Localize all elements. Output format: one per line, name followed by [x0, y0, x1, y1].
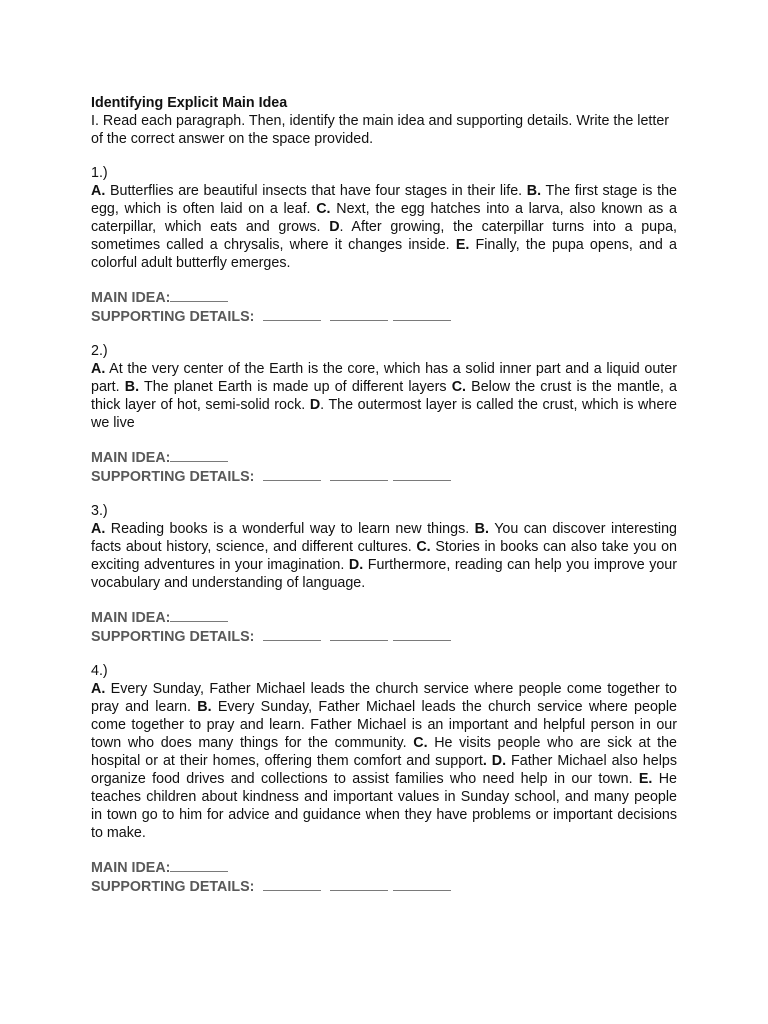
answer-block — [91, 288, 677, 326]
sentence-letter: D. — [348, 557, 364, 573]
sentence-text: Furthermore, reading can help you improve your vocabulary and understanding of language. — [91, 557, 678, 591]
supporting-details-line — [91, 627, 677, 646]
exercise-number: 4.) — [91, 663, 108, 679]
sentence-letter: B. — [124, 379, 140, 395]
supporting-details-label: SUPPORTING DETAILS: — [91, 879, 259, 895]
sentence-letter: E. — [455, 237, 470, 253]
sentence-text: He teaches children about kindness and important values in Sunday school, and many people in town go to him for advice and guidance when they have problems or important decisions to make. — [91, 771, 677, 841]
exercise-paragraph — [91, 360, 677, 432]
sentence-text: The planet Earth is made up of different layers — [139, 379, 452, 395]
instructions: I. Read each paragraph. Then, identify the main idea and supporting details. Write the letter of the correct answer on the space provided. — [91, 113, 670, 147]
sentence-text: Next, the egg hatches into a larva, also known as a caterpillar, which eats and grows. — [91, 201, 677, 235]
sentence-text: He visits people who are sick at the hospital or at their homes, offering them comfort and support — [91, 735, 677, 769]
sentence-text: You can discover interesting facts about history, science, and different cultures. — [91, 521, 677, 555]
sentence-text: Every Sunday, Father Michael leads the church service where people come together to pray and learn. Father Michael is an important and helpful person in our town who does many things for the community. — [91, 699, 677, 751]
answer-block — [91, 448, 677, 486]
sentence-letter: C. — [416, 539, 431, 555]
sentence-text: The first stage is the egg, which is often laid on a leaf. — [91, 183, 677, 217]
exercise-item — [91, 164, 677, 326]
sentence-letter: A. — [91, 521, 106, 537]
supporting-detail-blank[interactable] — [393, 467, 451, 481]
supporting-details-line — [91, 877, 677, 896]
worksheet-content — [91, 94, 677, 896]
sentence-letter: C. — [451, 379, 466, 395]
sentence-text: Butterflies are beautiful insects that have four stages in their life. — [105, 183, 527, 199]
sentence-letter: C. — [316, 201, 331, 217]
main-idea-blank[interactable] — [170, 288, 228, 302]
sentence-letter: C. — [413, 735, 428, 751]
supporting-details-label: SUPPORTING DETAILS: — [91, 629, 259, 645]
exercise-paragraph — [91, 182, 677, 272]
sentence-letter: A. — [91, 183, 106, 199]
main-idea-line — [91, 858, 677, 877]
sentence-text: Reading books is a wonderful way to learn new things. — [105, 521, 475, 537]
sentence-text: At the very center of the Earth is the core, which has a solid inner part and a liquid outer part. — [91, 361, 677, 395]
main-idea-label: MAIN IDEA: — [91, 290, 171, 306]
sentence-text: Below the crust is the mantle, a thick layer of hot, semi-solid rock. — [91, 379, 677, 413]
supporting-detail-blank[interactable] — [393, 877, 451, 891]
sentence-letter: B. — [474, 521, 489, 537]
sentence-letter: B. — [526, 183, 542, 199]
main-idea-line — [91, 288, 677, 307]
answer-block — [91, 608, 677, 646]
sentence-letter: D — [309, 397, 321, 413]
sentence-letter: B. — [197, 699, 212, 715]
main-idea-label: MAIN IDEA: — [91, 610, 171, 626]
worksheet-title: Identifying Explicit Main Idea — [91, 95, 288, 111]
sentence-text: Finally, the pupa opens, and a colorful adult butterfly emerges. — [91, 237, 677, 271]
main-idea-line — [91, 448, 677, 467]
supporting-details-line — [91, 307, 677, 326]
exercise-list — [91, 164, 677, 896]
main-idea-label: MAIN IDEA: — [91, 860, 171, 876]
exercise-paragraph — [91, 520, 677, 592]
supporting-detail-blank[interactable] — [330, 627, 388, 641]
sentence-letter: A. — [91, 681, 106, 697]
sentence-letter: D — [329, 219, 340, 235]
exercise-paragraph — [91, 680, 677, 842]
main-idea-blank[interactable] — [170, 448, 228, 462]
sentence-text: Every Sunday, Father Michael leads the church service where people come together to pray and learn. — [91, 681, 677, 715]
exercise-number: 3.) — [91, 503, 108, 519]
sentence-text: Father Michael also helps organize food drives and collections to assist families who need help in our town. — [91, 753, 677, 787]
sentence-text: . After growing, the caterpillar turns into a pupa, sometimes called a chrysalis, where it changes inside. — [91, 219, 677, 253]
supporting-details-label: SUPPORTING DETAILS: — [91, 309, 259, 325]
exercise-number: 1.) — [91, 165, 108, 181]
supporting-detail-blank[interactable] — [330, 307, 388, 321]
supporting-details-label: SUPPORTING DETAILS: — [91, 469, 259, 485]
supporting-details-line — [91, 467, 677, 486]
sentence-text: . The outermost layer is called the crust, which is where we live — [91, 397, 677, 431]
sentence-letter: A. — [91, 361, 106, 377]
supporting-detail-blank[interactable] — [393, 307, 451, 321]
supporting-detail-blank[interactable] — [263, 307, 321, 321]
supporting-detail-blank[interactable] — [263, 877, 321, 891]
supporting-detail-blank[interactable] — [263, 467, 321, 481]
sentence-text: Stories in books can also take you on exciting adventures in your imagination. — [91, 539, 677, 573]
supporting-detail-blank[interactable] — [263, 627, 321, 641]
supporting-detail-blank[interactable] — [330, 877, 388, 891]
supporting-detail-blank[interactable] — [330, 467, 388, 481]
main-idea-blank[interactable] — [170, 858, 228, 872]
main-idea-line — [91, 608, 677, 627]
exercise-number: 2.) — [91, 343, 108, 359]
exercise-item — [91, 342, 677, 486]
main-idea-label: MAIN IDEA: — [91, 450, 171, 466]
exercise-item — [91, 502, 677, 646]
sentence-letter: . D. — [482, 753, 507, 769]
supporting-detail-blank[interactable] — [393, 627, 451, 641]
answer-block — [91, 858, 677, 896]
exercise-item — [91, 662, 677, 896]
sentence-letter: E. — [638, 771, 653, 787]
main-idea-blank[interactable] — [170, 608, 228, 622]
